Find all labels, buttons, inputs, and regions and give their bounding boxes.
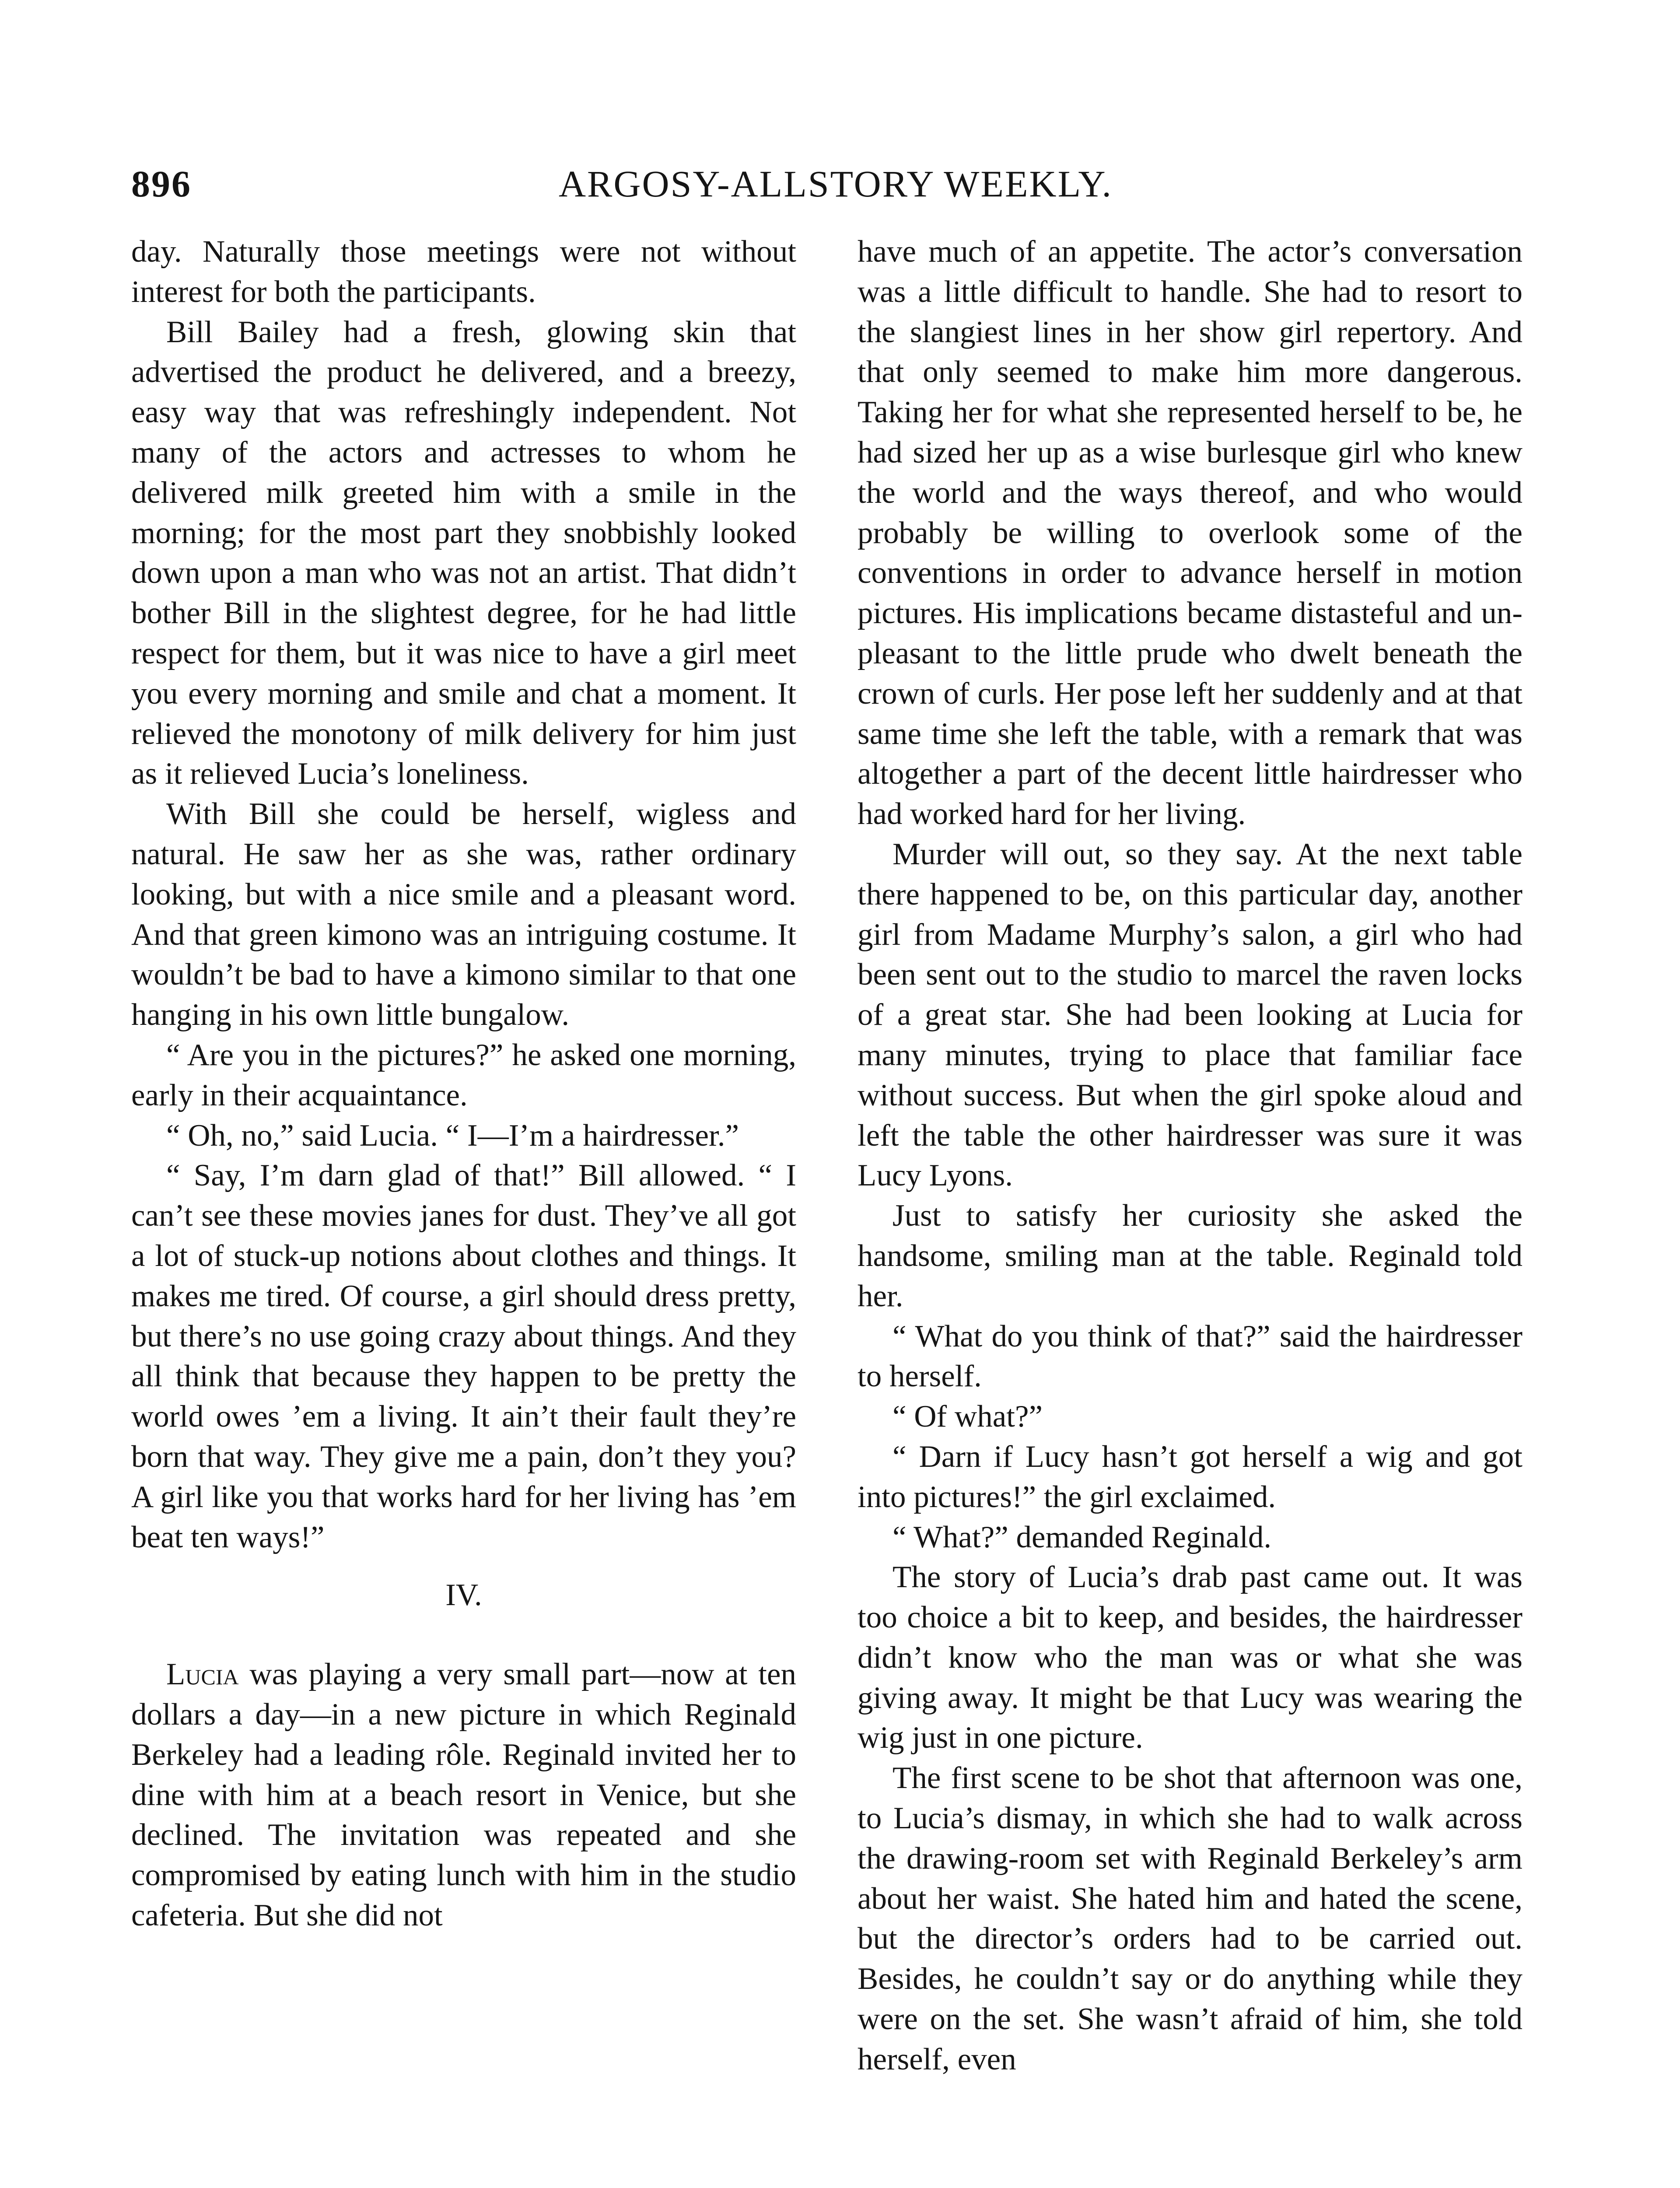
page-header xyxy=(131,158,1540,210)
paragraph: “ Are you in the pictures?” he asked one morning, early in their acquaintance. xyxy=(131,1038,796,1112)
paragraph: “ Say, I’m darn glad of that!” Bill allowed. “ I can’t see these movies janes for dust. They’ve all got a lot of stuck-up notions about clothes and things. It makes me tired. Of course, a girl should dress pretty, but there’s no use going crazy about things. And they all think that because they happen to be pretty the world owes ’em a living. It ain’t their fault they’re born that way. They give me a pain, don’t they you? A girl like you that works hard for her living has ’em beat ten ways!” xyxy=(131,1158,796,1554)
section-heading: IV. xyxy=(445,1578,482,1613)
section-paragraph-text: was playing a very small part—now at ten dollars a day—in a new picture in which Reginald Berkeley had a leading rôle. Reginald invited her to dine with him at a beach resort in Venice, but she declined. The invitation was repeated and she compromised by eating lunch with him in the studio cafeteria. But she did not xyxy=(131,1657,796,1933)
paragraph: Bill Bailey had a fresh, glowing skin that advertised the product he delivered, and a breezy, easy way that was refreshingly independent. Not many of the actors and actresses to whom he delivered milk greeted him with a smile in the morning; for the most part they snobbishly looked down upon a man who was not an artist. That didn’t bother Bill in the slightest degree, for he had little respect for them, but it was nice to have a girl meet you every morning and smile and chat a moment. It relieved the monotony of milk delivery for him just as it relieved Lucia’s loneliness. xyxy=(131,315,796,791)
paragraph: “ What?” demanded Reginald. xyxy=(892,1520,1272,1554)
paragraph: Just to satisfy her curiosity she asked the handsome, smiling man at the table. Reginald told her. xyxy=(858,1199,1522,1313)
paragraph: Murder will out, so they say. At the next table there happened to be, on this particular day, another girl from Madame Murphy’s salon, a girl who had been sent out to the studio to marcel the raven locks of a great star. She had been looking at Lucia for many minutes, trying to place that familiar face without success. But when the girl spoke aloud and left the table the other hairdresser was sure it was Lucy Lyons. xyxy=(858,837,1522,1193)
section-lead-word: Lucia xyxy=(166,1657,239,1692)
left-column xyxy=(131,232,796,1936)
right-column xyxy=(858,232,1522,2080)
page-number: 896 xyxy=(131,163,192,205)
paragraph: The story of Lucia’s drab past came out. It was too choice a bit to keep, and besides, the hairdresser didn’t know who the man was or what she was giving away. It might be that Lucy was wearing the wig just in one picture. xyxy=(858,1560,1522,1755)
paragraph: have much of an appetite. The actor’s conversation was a little difficult to handle. She had to resort to the slangiest lines in her show girl repertory. And that only seemed to make him more dangerous. Taking her for what she represented herself to be, he had sized her up as a wise burlesque girl who knew the world and the ways thereof, and who would probably be willing to overlook some of the conventions in order to advance herself in motion pictures. His implications became distasteful and unpleasant to the little prude who dwelt beneath the crown of curls. Her pose left her suddenly and at that same time she left the table, with a remark that was altogether a part of the decent little hairdresser who had worked hard for her living. xyxy=(858,235,1522,831)
paragraph: With Bill she could be herself, wigless and natural. He saw her as she was, rather ordinary looking, but with a nice smile and a pleasant word. And that green kimono was an intriguing costume. It wouldn’t be bad to have a kimono similar to that one hanging in his own little bungalow. xyxy=(131,797,796,1032)
paragraph: The first scene to be shot that afternoon was one, to Lucia’s dismay, in which she had to walk across the drawing-room set with Reginald Berkeley’s arm about her waist. She hated him and hated the scene, but the director’s orders had to be carried out. Besides, he couldn’t say or do anything while they were on the set. She wasn’t afraid of him, she told herself, even xyxy=(858,1761,1522,2076)
paragraph: “ Oh, no,” said Lucia. “ I—I’m a hairdresser.” xyxy=(166,1118,739,1153)
paragraph: “ Darn if Lucy hasn’t got herself a wig and got into pictures!” the girl exclaimed. xyxy=(858,1439,1522,1514)
paragraph: “ What do you think of that?” said the hairdresser to herself. xyxy=(858,1319,1522,1394)
paragraph: day. Naturally those meetings were not without interest for both the participants. xyxy=(131,235,796,309)
paragraph: “ Of what?” xyxy=(892,1399,1043,1434)
section-paragraph xyxy=(131,1655,796,1936)
running-head: ARGOSY-ALLSTORY WEEKLY. xyxy=(558,163,1113,205)
